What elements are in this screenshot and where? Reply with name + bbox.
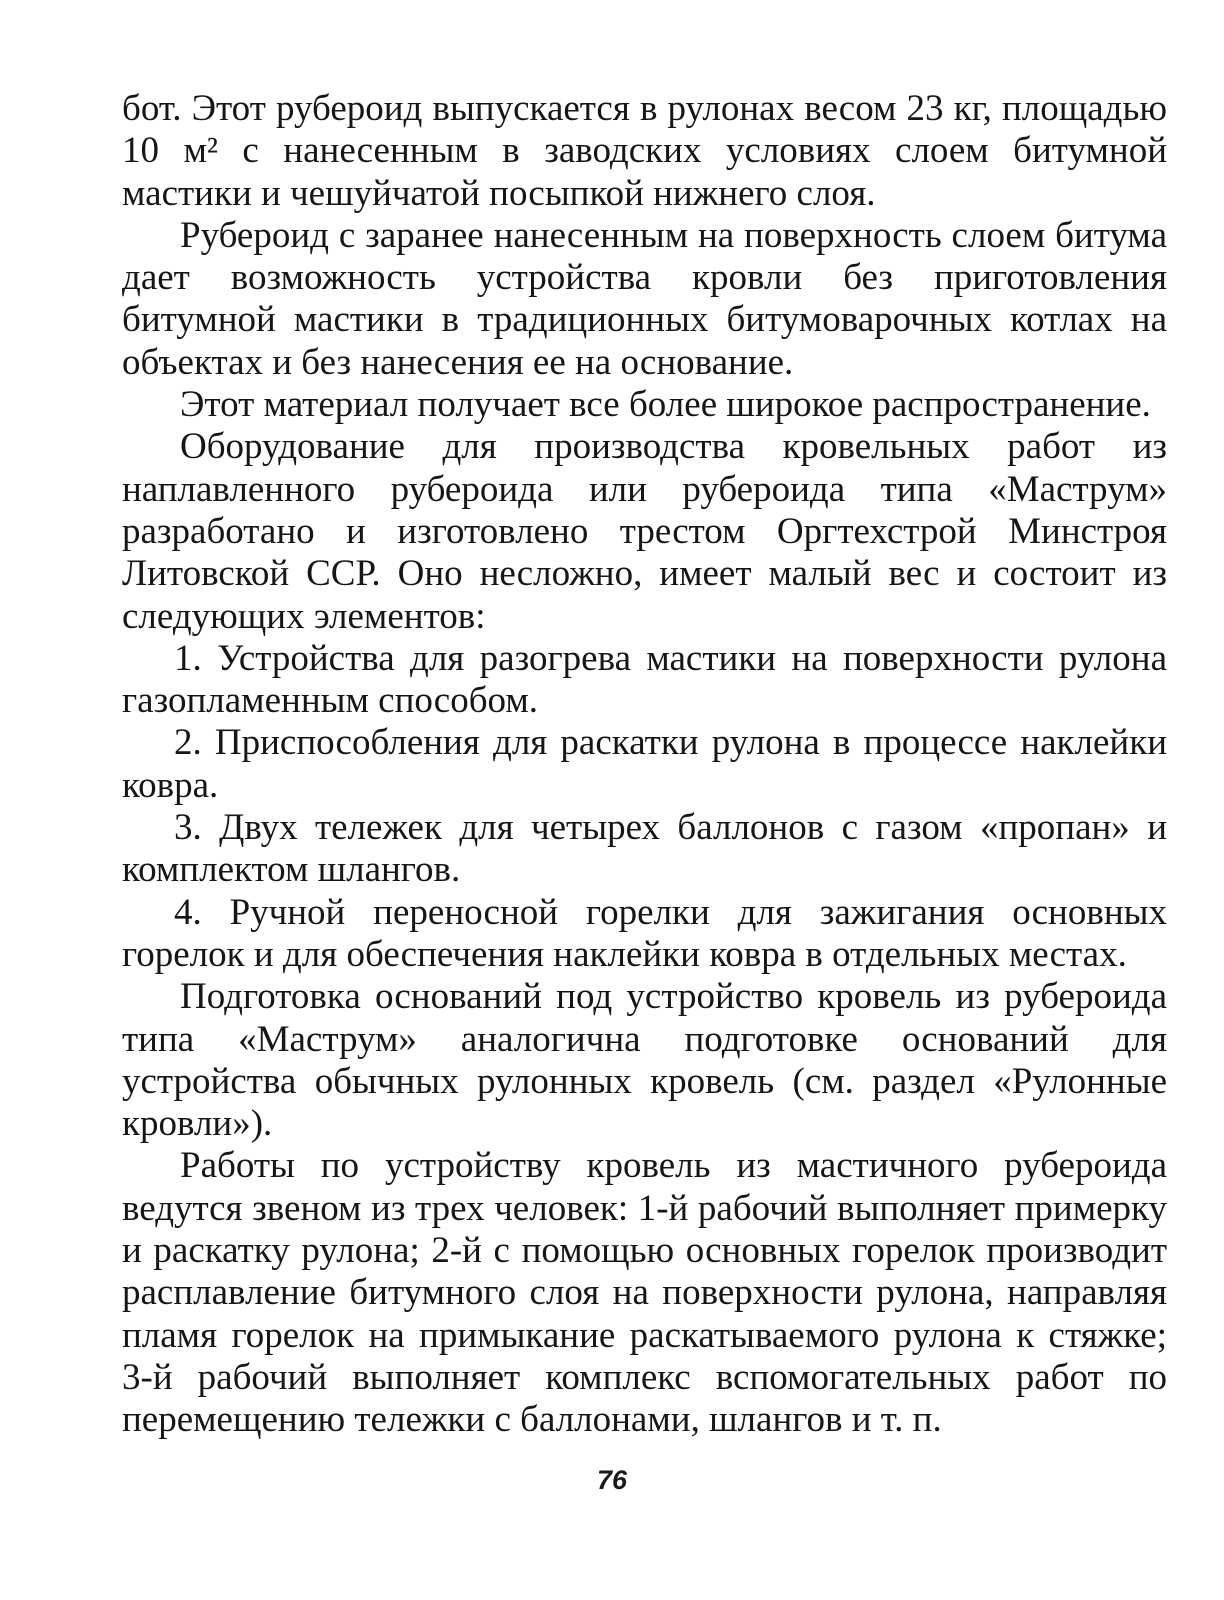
paragraph-base-preparation: Подготовка оснований под устройство кровель из рубероида типа «Маструм» аналогична подготовке оснований для устройства обычных рулонных кровель (см. раздел «Рулонные кровли»). <box>122 976 1167 1145</box>
paragraph-equipment: Оборудование для производства кровельных работ из наплавленного рубероида или рубероида типа «Маструм» разработано и изготовлено трестом Оргтехстрой Минстроя Литовской ССР. Оно несложно, имеет малый вес и состоит из следующих элементов: <box>122 426 1167 637</box>
list-item-rolling-device: 2. Приспособления для раскатки рулона в процессе наклейки ковра. <box>122 722 1167 806</box>
list-item-gas-carts: 3. Двух тележек для четырех баллонов с газом «пропан» и комплектом шлангов. <box>122 807 1167 891</box>
paragraph-work-crew: Работы по устройству кровель из мастичного рубероида ведутся звеном из трех человек: 1-й рабочий выполняет примерку и раскатку рулона; 2-й с помощью основных горелок производит расплавление битумного слоя на поверхности рулона, направляя пламя горелок на примыкание раскатываемого рулона к стяжке; 3-й рабочий выполняет комплекс вспомогательных работ по перемещению тележки с баллонами, шлангов и т. п. <box>122 1145 1167 1441</box>
page-body <box>122 88 1167 1442</box>
paragraph-material-spread: Этот материал получает все более широкое распространение. <box>180 384 1151 426</box>
paragraph-continuation: бот. Этот рубероид выпускается в рулонах весом 23 кг, площадью 10 м² с нанесенным в заводских условиях слоем битумной мастики и чешуйчатой посыпкой нижнего слоя. <box>122 88 1167 214</box>
paragraph-bitumen-roll: Рубероид с заранее нанесенным на поверхность слоем битума дает возможность устройства кровли без приготовления битумной мастики в традиционных битумоварочных котлах на объектах и без нанесения ее на основание. <box>122 214 1167 383</box>
list-item-heating-device: 1. Устройства для разогрева мастики на поверхности рулона газопламенным способом. <box>122 637 1167 722</box>
page-number: 76 <box>596 1465 628 1495</box>
list-item-hand-burner: 4. Ручной переносной горелки для зажигания основных горелок и для обеспечения наклейки ковра в отдельных местах. <box>122 891 1167 975</box>
